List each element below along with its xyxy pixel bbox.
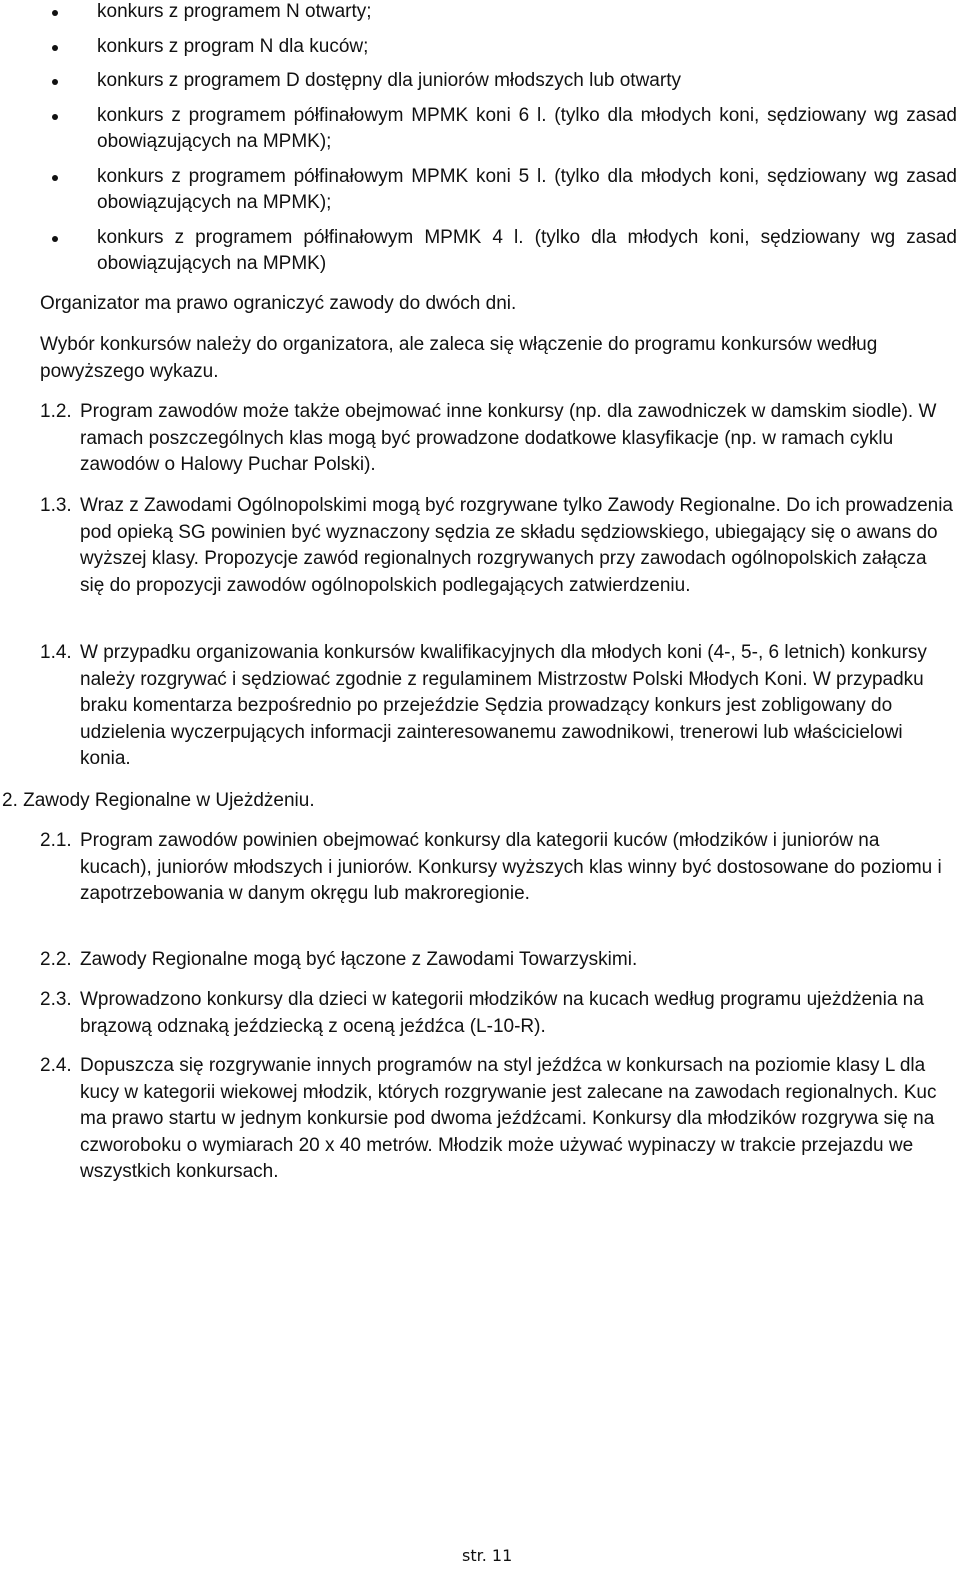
bullet-icon [52,10,58,16]
list-item-text: konkurs z programem półfinałowym MPMK koni 5 l. (tylko dla młodych koni, sędziowany wg zasad obowiązujących na MPMK); [97,165,957,213]
bullet-icon [52,45,58,51]
item-text: Program zawodów może także obejmować inne konkursy (np. dla zawodniczek w damskim siodle). W ramach poszczególnych klas mogą być prowadzone dodatkowe klasyfikacje (np. w ramach cyklu zawodów o Halowy Puchar Polski). [80,401,937,475]
bullet-list [0,0,960,286]
item-number: 2.2. [40,949,72,970]
bullet-icon [52,114,58,120]
list-item-text: konkurs z programem D dostępny dla juniorów młodszych lub otwarty [97,70,681,91]
numbered-item-2-4 [40,1053,956,1186]
paragraph-organizer: Organizator ma prawo ograniczyć zawody do dwóch dni. [40,293,517,314]
list-item-text: konkurs z program N dla kuców; [97,35,369,57]
list-item [0,68,957,95]
bullet-icon [52,236,58,242]
bullet-icon [52,79,58,85]
section-heading: 2. Zawody Regionalne w Ujeżdżeniu. [2,790,315,811]
list-item-text: konkurs z programem półfinałowym MPMK 4 l. (tylko dla młodych koni, sędziowany wg zasad obowiązujących na MPMK) [97,226,957,274]
numbered-item-1-2 [40,399,956,479]
item-text: W przypadku organizowania konkursów kwalifikacyjnych dla młodych koni (4-, 5-, 6 letnich) konkursy należy rozgrywać i sędziować zgodnie z regulaminem Mistrzostw Polski Młodych Koni. W przypadku braku komentarza bezpośrednio po przejeździe Sędzia prowadzący konkurs jest zobligowany do udzielenia wyczerpujących informacji zainteresowanemu zawodnikowi, trenerowi lub właścicielowi konia. [80,642,927,769]
item-number: 2.3. [40,989,72,1010]
item-text: Wraz z Zawodami Ogólnopolskimi mogą być rozgrywane tylko Zawody Regionalne. Do ich prowadzenia pod opieką SG powinien być wyznaczony sędzia ze składu sędziowskiego, ubiegający się o awans do wyższej klasy. Propozycje zawód regionalnych rozgrywanych przy zawodach ogólnopolskich załącza się do propozycji zawodów ogólnopolskich podlegających zatwierdzeniu. [80,495,953,596]
item-number: 1.4. [40,642,72,663]
item-number: 2.4. [40,1055,72,1076]
item-number: 2.1. [40,830,72,851]
bullet-icon [52,175,58,181]
numbered-item-1-3 [40,493,956,599]
item-text: Zawody Regionalne mogą być łączone z Zawodami Towarzyskimi. [80,949,638,970]
numbered-item-2-1 [40,828,956,908]
list-item-text: konkurs z programem półfinałowym MPMK koni 6 l. (tylko dla młodych koni, sędziowany wg zasad obowiązujących na MPMK); [97,104,957,152]
list-item [0,103,957,156]
item-text: Dopuszcza się rozgrywanie innych programów na styl jeźdźca w konkursach na poziomie klasy L dla kucy w kategorii wiekowej młodzik, których rozgrywanie jest zalecane na zawodach regionalnych. Kuc ma prawo startu w jednym konkursie pod dwoma jeźdźcami. Konkursy dla młodzików rozgrywa się na czworoboku o wymiarach 20 x 40 metrów. Młodzik może używać wypinaczy w trakcie przejazdu we wszystkich konkursach. [80,1055,937,1182]
page-number: str. 11 [462,1546,513,1565]
list-item [0,34,957,61]
numbered-item-2-3 [40,987,956,1040]
list-item-text: konkurs z programem N otwarty; [97,1,372,22]
item-text: Program zawodów powinien obejmować konkursy dla kategorii kuców (młodzików i juniorów na kucach), juniorów młodszych i juniorów. Konkursy wyższych klas winny być dostosowane do poziomu i zapotrzebowania w danym okręgu lub makroregionie. [80,830,942,904]
numbered-item-1-4 [40,640,956,773]
paragraph-selection: Wybór konkursów należy do organizatora, ale zaleca się włączenie do programu konkursów według powyższego wykazu. [40,334,878,382]
list-item [0,164,957,217]
list-item [0,225,957,278]
item-text: Wprowadzono konkursy dla dzieci w kategorii młodzików na kucach według programu ujeżdżenia na brązową odznaką jeździecką z oceną jeźdźca (L-10-R). [80,989,924,1037]
list-item [0,0,957,26]
numbered-item-2-2 [40,947,956,974]
item-number: 1.2. [40,401,72,422]
item-number: 1.3. [40,495,72,516]
